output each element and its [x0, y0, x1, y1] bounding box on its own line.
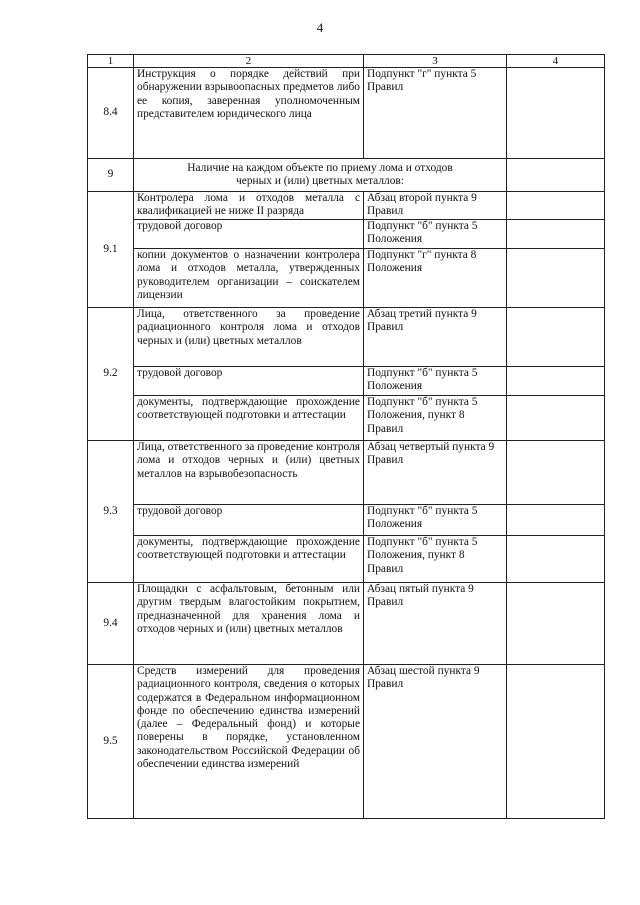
requirement-text: трудовой договор [134, 220, 364, 249]
legal-reference: Абзац третий пункта 9 Правил [364, 308, 507, 367]
table-row [88, 220, 605, 249]
table-row [88, 441, 605, 505]
legal-reference: Подпункт "б" пункта 5 Положения [364, 220, 507, 249]
row-number: 9 [88, 159, 134, 192]
requirements-table [87, 54, 605, 819]
header-col-2: 2 [134, 55, 364, 68]
requirement-text: Площадки с асфальтовым, бетонным или другим твердым влагостойким покрытием, предназначенной для хранения лома и отходов черных и (или) цветных металлов [134, 583, 364, 665]
requirement-text: трудовой договор [134, 505, 364, 536]
row-number: 9.2 [88, 308, 134, 441]
legal-reference: Подпункт "б" пункта 5 Положения, пункт 8 Правил [364, 396, 507, 441]
notes-cell [507, 249, 605, 308]
legal-reference: Абзац шестой пункта 9 Правил [364, 665, 507, 819]
notes-cell [507, 192, 605, 220]
section-heading-line-1: Наличие на каждом объекте по приему лома и отходов [187, 161, 453, 174]
section-heading-line-2: черных и (или) цветных металлов: [236, 175, 404, 187]
table-row [88, 249, 605, 308]
requirement-text: Лица, ответственного за проведение радиационного контроля лома и отходов черных и (или) цветных металлов [134, 308, 364, 367]
notes-cell [507, 665, 605, 819]
header-row [88, 55, 605, 68]
row-number: 8.4 [88, 68, 134, 159]
legal-reference: Абзац четвертый пункта 9 Правил [364, 441, 507, 505]
requirement-text: документы, подтверждающие прохождение соответствующей подготовки и аттестации [134, 536, 364, 583]
requirement-text: Контролера лома и отходов металла с квалификацией не ниже II разряда [134, 192, 364, 220]
notes-cell [507, 441, 605, 505]
table-row [88, 192, 605, 220]
header-col-4: 4 [507, 55, 605, 68]
table-row [88, 665, 605, 819]
notes-cell [507, 396, 605, 441]
row-number: 9.5 [88, 665, 134, 819]
notes-cell [507, 367, 605, 396]
table-row [88, 367, 605, 396]
requirement-text: Лица, ответственного за проведение контроля лома и отходов черных и (или) цветных металлов на взрывобезопасность [134, 441, 364, 505]
row-number: 9.4 [88, 583, 134, 665]
notes-cell [507, 68, 605, 159]
table-row [88, 536, 605, 583]
requirement-text: трудовой договор [134, 367, 364, 396]
notes-cell [507, 583, 605, 665]
section-heading [134, 159, 507, 192]
legal-reference: Подпункт "б" пункта 5 Положения [364, 505, 507, 536]
header-col-1: 1 [88, 55, 134, 68]
table-row [88, 505, 605, 536]
row-number: 9.1 [88, 192, 134, 308]
notes-cell [507, 505, 605, 536]
table-row [88, 159, 605, 192]
requirement-text: документы, подтверждающие прохождение соответствующей подготовки и аттестации [134, 396, 364, 441]
legal-reference: Подпункт "г" пункта 8 Положения [364, 249, 507, 308]
legal-reference: Подпункт "г" пункта 5 Правил [364, 68, 507, 159]
header-col-3: 3 [364, 55, 507, 68]
table-row [88, 308, 605, 367]
requirement-text: копии документов о назначении контролера лома и отходов металла, утвержденных руководителем организации – соискателем лицензии [134, 249, 364, 308]
legal-reference: Абзац пятый пункта 9 Правил [364, 583, 507, 665]
table-row [88, 68, 605, 159]
legal-reference: Подпункт "б" пункта 5 Положения, пункт 8 Правил [364, 536, 507, 583]
legal-reference: Подпункт "б" пункта 5 Положения [364, 367, 507, 396]
table-row [88, 583, 605, 665]
table-row [88, 396, 605, 441]
notes-cell [507, 536, 605, 583]
legal-reference: Абзац второй пункта 9 Правил [364, 192, 507, 220]
notes-cell [507, 308, 605, 367]
row-number: 9.3 [88, 441, 134, 583]
page-number: 4 [316, 20, 324, 35]
notes-cell [507, 220, 605, 249]
requirement-text: Средств измерений для проведения радиационного контроля, сведения о которых содержатся в Федеральном информационном фонде по обеспечению единства измерений (далее – Федеральный фонд) и которые поверены в порядке, установленном законодательством Российской Федерации об обеспечении единства измерений [134, 665, 364, 819]
requirement-text: Инструкция о порядке действий при обнаружении взрывоопасных предметов либо ее копия, заверенная уполномоченным представителем юридического лица [134, 68, 364, 159]
notes-cell [507, 159, 605, 192]
